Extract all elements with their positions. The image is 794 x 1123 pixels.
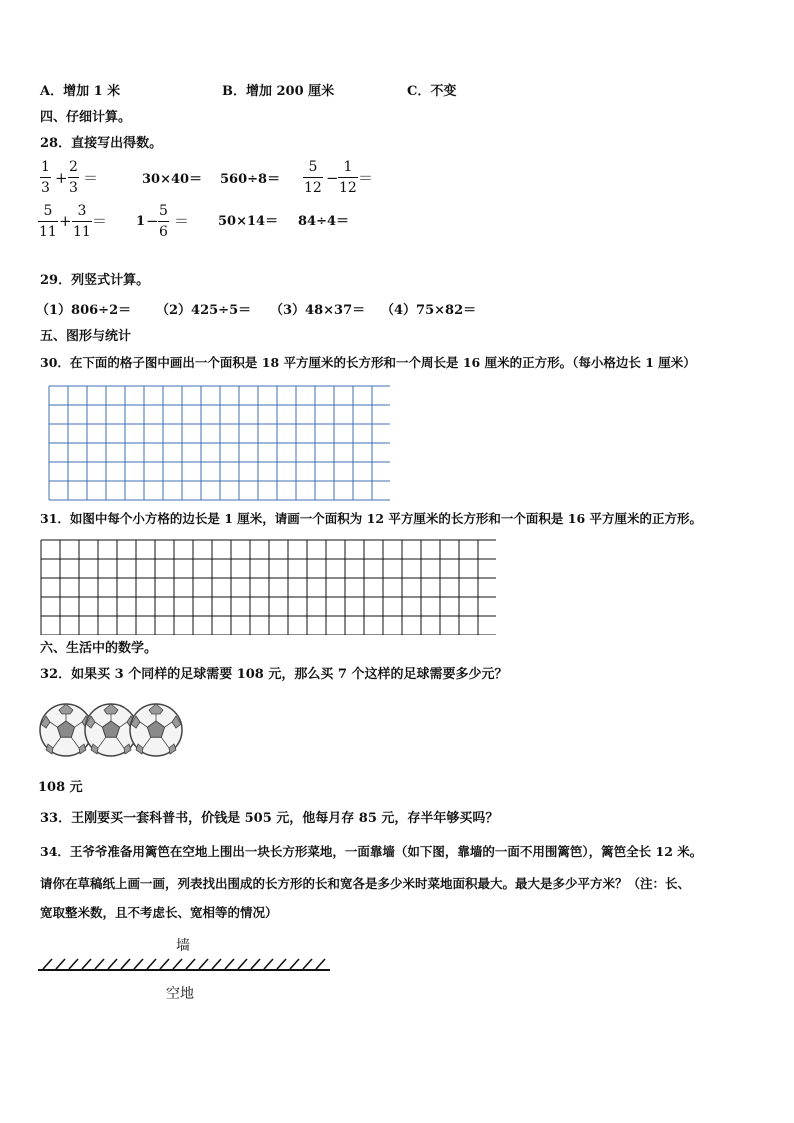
wall-hatch [108, 959, 117, 969]
fraction-3-11: 3 11 [73, 203, 91, 240]
one: 1 [136, 214, 146, 229]
q32-stem: 32．如果买 3 个同样的足球需要 108 元，那么买 7 个这样的足球需要多少元？ [40, 667, 508, 682]
wall-hatch [199, 959, 208, 969]
section-5-title: 五、图形与统计 [40, 329, 132, 344]
option-b: B．增加 200 厘米 [222, 84, 335, 99]
expr-560div8: 560÷8＝ [220, 172, 281, 187]
wall-hatch [316, 959, 325, 969]
q30-stem: 30．在下面的格子图中画出一个面积是 18 平方厘米的长方形和一个周长是 16 厘米的正方形。（每小格边长 1 厘米） [40, 355, 696, 370]
wall-hatch [82, 959, 91, 969]
ground-label: 空地 [166, 986, 194, 1002]
wall-hatch [134, 959, 143, 969]
q31-grid[interactable] [40, 539, 496, 635]
wall-hatch [212, 959, 221, 969]
fraction-2-3: 2 3 [69, 159, 78, 196]
option-c: C．不变 [407, 84, 457, 99]
wall-hatch [238, 959, 247, 969]
wall-hatch [43, 959, 52, 969]
plus-sign: + [55, 169, 68, 187]
q28-stem: 28．直接写出得数。 [40, 136, 163, 151]
q34-line-2: 请你在草稿纸上画一画，列表找出围成的长方形的长和宽各是多少米时菜地面积最大。最大是多少平方米？（注：长、 [40, 876, 691, 891]
q33-stem: 33．王刚要买一套科普书，价钱是 505 元，他每月存 85 元，存半年够买吗？ [40, 811, 499, 826]
wall-hatch [69, 959, 78, 969]
section-4-title: 四、仔细计算。 [40, 110, 132, 125]
fraction-1-3 [40, 159, 51, 196]
equals-sign: ＝ [83, 169, 99, 187]
option-a: A．增加 1 米 [40, 84, 121, 99]
q29-item-4: （4）75×82＝ [381, 303, 477, 318]
fraction-5-11: 5 11 [39, 203, 57, 240]
fraction-5-12: 5 12 [304, 159, 322, 196]
equals-sign: ＝ [92, 212, 108, 230]
q31-stem: 31．如图中每个小方格的边长是 1 厘米，请画一个面积为 12 平方厘米的长方形和一个面积是 16 平方厘米的正方形。 [40, 511, 702, 526]
numerator: 1 [41, 159, 50, 175]
wall-hatch [121, 959, 130, 969]
expr-84div4: 84÷4＝ [298, 214, 350, 229]
wall-label: 墙 [176, 938, 190, 954]
equals-sign: ＝ [174, 212, 190, 230]
wall-diagram [38, 956, 332, 972]
wall-hatch [277, 959, 286, 969]
fraction-5-6: 5 6 [159, 203, 168, 240]
wall-hatch [225, 959, 234, 969]
soccer-balls-image [38, 700, 188, 760]
plus-sign: + [59, 212, 72, 230]
q29-item-1: （1）806÷2＝ [36, 303, 132, 318]
fraction-1-12: 1 12 [339, 159, 357, 196]
wall-hatch [251, 959, 260, 969]
minus-sign: − [326, 169, 339, 187]
q29-item-3: （3）48×37＝ [270, 303, 366, 318]
minus-sign: − [146, 212, 159, 230]
denominator: 3 [41, 180, 50, 196]
wall-hatch [264, 959, 273, 969]
soccer-ball [40, 704, 92, 756]
wall-hatch [56, 959, 65, 969]
wall-hatch [173, 959, 182, 969]
wall-hatch [95, 959, 104, 969]
q34-line-1: 34．王爷爷准备用篱笆在空地上围出一块长方形菜地，一面靠墙（如下图，靠墙的一面不用围篱笆），篱笆全长 12 米。 [40, 844, 703, 859]
expr-30x40: 30×40＝ [142, 172, 203, 187]
q29-item-2: （2）425÷5＝ [156, 303, 252, 318]
equals-sign: ＝ [358, 169, 374, 187]
wall-hatch [160, 959, 169, 969]
soccer-ball [85, 704, 137, 756]
price-label: 108 元 [38, 780, 83, 795]
wall-hatch [303, 959, 312, 969]
soccer-ball [130, 704, 182, 756]
section-6-title: 六、生活中的数学。 [40, 641, 158, 656]
q30-grid[interactable] [48, 385, 390, 501]
wall-hatch [147, 959, 156, 969]
expr-50x14: 50×14＝ [218, 214, 279, 229]
wall-hatch [186, 959, 195, 969]
wall-hatch [290, 959, 299, 969]
q29-stem: 29．列竖式计算。 [40, 273, 150, 288]
q34-line-3: 宽取整米数，且不考虑长、宽相等的情况） [40, 905, 278, 920]
